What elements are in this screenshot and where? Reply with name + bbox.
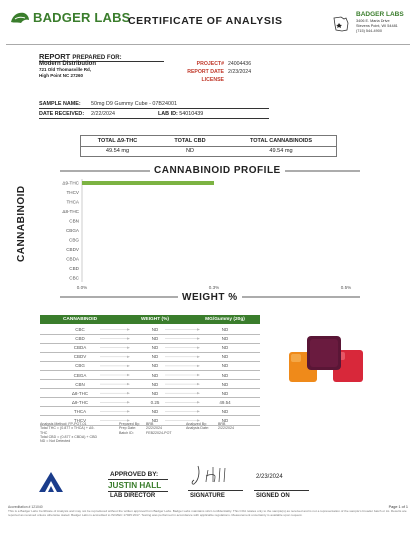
report-meta-values [228, 60, 251, 76]
handwritten-signature [190, 462, 240, 488]
analysis-notes: Analysis Method: FP-POT-01 Total THC = (0.877 x THCA) + Δ9-THC Total CBD = (0.877 x CBDA) + CBD ND = Not Detected [40, 422, 98, 444]
mg-cell: ND [221, 336, 229, 342]
brand-name: BADGER LABS [33, 10, 131, 25]
total-cannabinoids-label: TOTAL CANNABINOIDS [249, 138, 313, 144]
mg-cell: ND [221, 418, 229, 423]
document-title: CERTIFICATE OF ANALYSIS [128, 15, 283, 27]
date-received-value: 2/22/2024 [91, 111, 115, 117]
mg-cell: ND [221, 327, 229, 332]
cannabinoid-cell: Δ8-THC [71, 390, 89, 396]
signed-on-line [254, 490, 309, 491]
cannabinoid-cell: CBDV [73, 354, 87, 360]
table-header-mg: MG/Gummy (20g) [190, 315, 260, 324]
report-date-value: 2/23/2024 [228, 69, 252, 76]
legal-disclaimer: This is a Badger Labs Certificate of Analysis and may not be reproduced without the written approval from Badger Labs. Badger Labs maintains strict confidentiality. This COA relates only to the sample(s) as received and is not a representation of the sample's broader batch or lot. Results are reported as received unless otherwise stated. Badger Labs is accredited to ISO/IEC 17025:2017. Testing was performed in accordance with applicable regulations. Measurement uncertainty is available upon request. [8, 509, 407, 517]
chart-y-axis-label: CANNABINOID [16, 185, 27, 262]
chart-category-label: CBN [69, 218, 79, 224]
weight-cell: ND [151, 345, 159, 351]
mg-cell: ND [221, 354, 229, 360]
chart-category-label: Δ9-THC [62, 180, 79, 186]
chart-category-label: CBC [69, 275, 79, 281]
mg-cell: ND [221, 372, 229, 378]
wisconsin-map-icon [332, 15, 350, 33]
approver-divider [108, 491, 168, 492]
cannabinoid-cell: CBN [75, 381, 85, 387]
weight-cell: ND [151, 363, 159, 369]
analysis-labels: Analyzed By: Analysis Date: [186, 422, 209, 431]
approver-name: JUSTIN HALL [108, 481, 162, 490]
signature-label: SIGNATURE [190, 493, 225, 499]
sample-divider [39, 108, 269, 109]
table-row [40, 325, 260, 334]
cannabinoid-cell: THCA [73, 408, 87, 414]
client-info [39, 61, 159, 79]
chart-category-label: THCA [66, 199, 79, 205]
chart-bar [82, 181, 214, 185]
total-cbd-value: ND [185, 148, 195, 154]
report-date-label: REPORT DATE [187, 69, 224, 76]
project-label: PROJECT# [196, 61, 224, 67]
table-row [40, 334, 260, 343]
sample-name-value: 50mg D9 Gummy Cube - 07B24001 [91, 101, 177, 107]
table-row [40, 361, 260, 370]
table-row [40, 407, 260, 416]
client-name: Modern Distribution [39, 61, 96, 67]
weight-cell: ND [151, 354, 159, 360]
cannabinoid-cell: CBGA [73, 372, 87, 378]
client-address: 721 Old Thomasville Rd, [39, 67, 92, 72]
weight-cell: ND [151, 327, 159, 332]
chart-x-tick-label: 0.5% [340, 285, 352, 290]
total-thc-value: 49.54 mg [105, 148, 130, 154]
weight-cell: ND [151, 372, 159, 378]
signed-on-label: SIGNED ON [256, 493, 290, 499]
cannabinoid-cell: CBG [75, 363, 85, 369]
weight-cell: 0.25 [150, 399, 160, 405]
weight-cell: ND [151, 418, 159, 423]
table-header-weight: WEIGHT (%) [120, 315, 190, 324]
project-value: 24004436 [228, 61, 252, 67]
chart-category-label: CBGA [65, 228, 79, 234]
accreditation-number: Accreditation # 121040 [8, 505, 43, 509]
table-row [40, 380, 260, 389]
date-received-label: DATE RECEIVED: [39, 111, 85, 117]
chart-x-tick-label: 0.0% [76, 285, 88, 290]
cannabinoid-cell: Δ9-THC [71, 399, 89, 405]
approved-by-label: APPROVED BY: [110, 471, 159, 478]
mg-cell: ND [221, 408, 229, 414]
chart-category-label: Δ8-THC [62, 209, 79, 215]
analysis-values: BRB 2/22/2024 [218, 422, 234, 431]
badger-logo-icon [9, 8, 31, 30]
mg-cell: ND [221, 381, 229, 387]
table-header-cannabinoid: CANNABINOID [40, 315, 120, 324]
mg-cell: 49.54 [219, 399, 231, 405]
total-thc-label: TOTAL Δ9-THC [97, 138, 138, 144]
chart-x-tick-label: 0.3% [208, 285, 220, 290]
table-row [40, 371, 260, 380]
lab-id-label: LAB ID: [158, 111, 178, 117]
sample-divider-2 [39, 118, 269, 119]
product-photo [285, 330, 370, 390]
chart-category-label: CBDA [66, 256, 79, 262]
report-meta-labels [164, 60, 224, 85]
lab-address: 3406 E. Maria Drive Stevens Point, WI 54481 (715) 544-4900 [356, 19, 398, 33]
license-label: LICENSE [201, 77, 224, 84]
sample-name-label: SAMPLE NAME: [39, 101, 81, 107]
cannabinoid-cell: CBC [75, 327, 85, 332]
weight-cell: ND [151, 336, 159, 342]
page-number: Page 1 of 1 [388, 505, 408, 509]
mg-cell: ND [221, 390, 229, 396]
mg-cell: ND [221, 363, 229, 369]
prep-values: BRB 2/22/2024 FEB22024-POT [146, 422, 172, 435]
signature-line [188, 490, 243, 491]
cannabinoid-cell: CBDA [73, 345, 87, 351]
report-heading: REPORT PREPARED FOR: [39, 52, 122, 61]
chart-category-label: CBDV [66, 247, 79, 253]
chart-category-label: THCV [66, 190, 79, 196]
weight-cell: ND [151, 381, 159, 387]
table-row [40, 389, 260, 398]
approved-divider [108, 479, 168, 480]
mg-cell: ND [221, 345, 229, 351]
chart-x-axis-label: WEIGHT % [178, 292, 242, 303]
weight-cell: ND [151, 408, 159, 414]
header-divider [6, 44, 410, 45]
approver-title: LAB DIRECTOR [110, 493, 156, 499]
chart-category-label: CBG [69, 237, 79, 243]
total-cbd-label: TOTAL CBD [174, 138, 206, 144]
client-address-2: High Point NC 27260 [39, 73, 84, 78]
chart-title: CANNABINOID PROFILE [150, 165, 285, 176]
prep-labels: Prepared By: Prep Date: Batch ID: [119, 422, 140, 435]
table-row [40, 398, 260, 407]
lab-name: BADGER LABS [356, 11, 404, 18]
cannabinoid-cell: THCV [73, 418, 87, 423]
weight-cell: ND [151, 390, 159, 396]
table-row [40, 352, 260, 361]
sample-labels [39, 99, 84, 119]
pjla-accreditation-icon [36, 470, 66, 498]
signed-date: 2/23/2024 [256, 474, 283, 480]
table-row [40, 343, 260, 352]
cannabinoid-cell: CBD [75, 336, 85, 342]
lab-id-value: 54010439 [179, 111, 204, 117]
chart-category-label: CBD [69, 266, 79, 272]
total-cannabinoids-value: 49.54 mg [269, 148, 293, 154]
